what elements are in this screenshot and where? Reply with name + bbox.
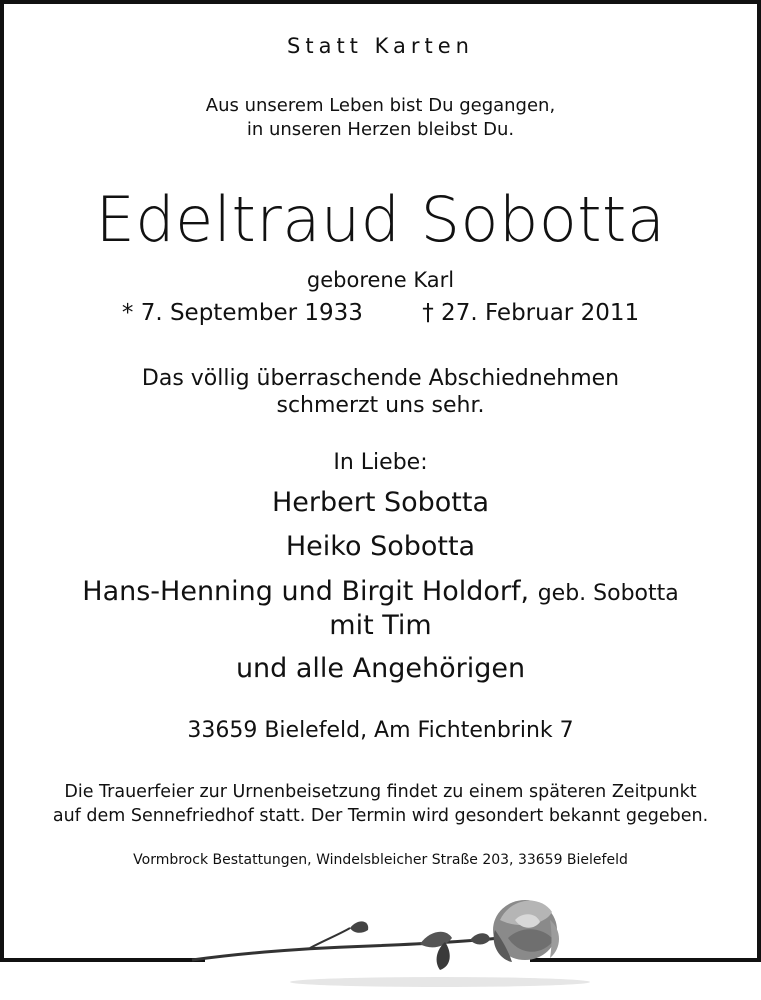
mourner-3 (0, 576, 761, 607)
motto-line-2: in unseren Herzen bleibst Du. (246, 119, 515, 140)
mourner-3-suffix: geb. Sobotta (537, 581, 679, 606)
rose-icon (190, 890, 590, 1000)
notice-line-1: Die Trauerfeier zur Urnenbeisetzung findet zu einem späteren Zeitpunkt (64, 782, 697, 802)
family-address: 33659 Bielefeld, Am Fichtenbrink 7 (187, 718, 574, 743)
undertaker-info: Vormbrock Bestattungen, Windelsbleicher Straße 203, 33659 Bielefeld (133, 852, 628, 868)
in-love-label: In Liebe: (333, 450, 428, 475)
mourner-5: und alle Angehörigen (235, 653, 526, 684)
statement-line-1: Das völlig überraschende Abschiednehmen (141, 366, 620, 391)
mourner-4: mit Tim (329, 610, 432, 641)
mourner-1: Herbert Sobotta (271, 487, 490, 518)
notice-line-2: auf dem Sennefriedhof statt. Der Termin wird gesondert bekannt gegeben. (52, 806, 709, 826)
deceased-name: Edeltraud Sobotta (95, 183, 666, 256)
frame-bottom-border-left (0, 958, 205, 962)
statement-line-2: schmerzt uns sehr. (276, 393, 485, 418)
birth-name: geborene Karl (306, 268, 455, 292)
mourner-3-main: Hans-Henning und Birgit Holdorf, (82, 576, 530, 607)
motto-line-1: Aus unserem Leben bist Du gegangen, (205, 95, 556, 116)
mourner-2: Heiko Sobotta (285, 531, 476, 562)
death-date: † 27. Februar 2011 (422, 300, 640, 326)
frame-top-border (0, 0, 761, 4)
life-dates (0, 300, 761, 326)
header-statt-karten: Statt Karten (287, 34, 474, 58)
birth-date: * 7. September 1933 (121, 300, 363, 326)
